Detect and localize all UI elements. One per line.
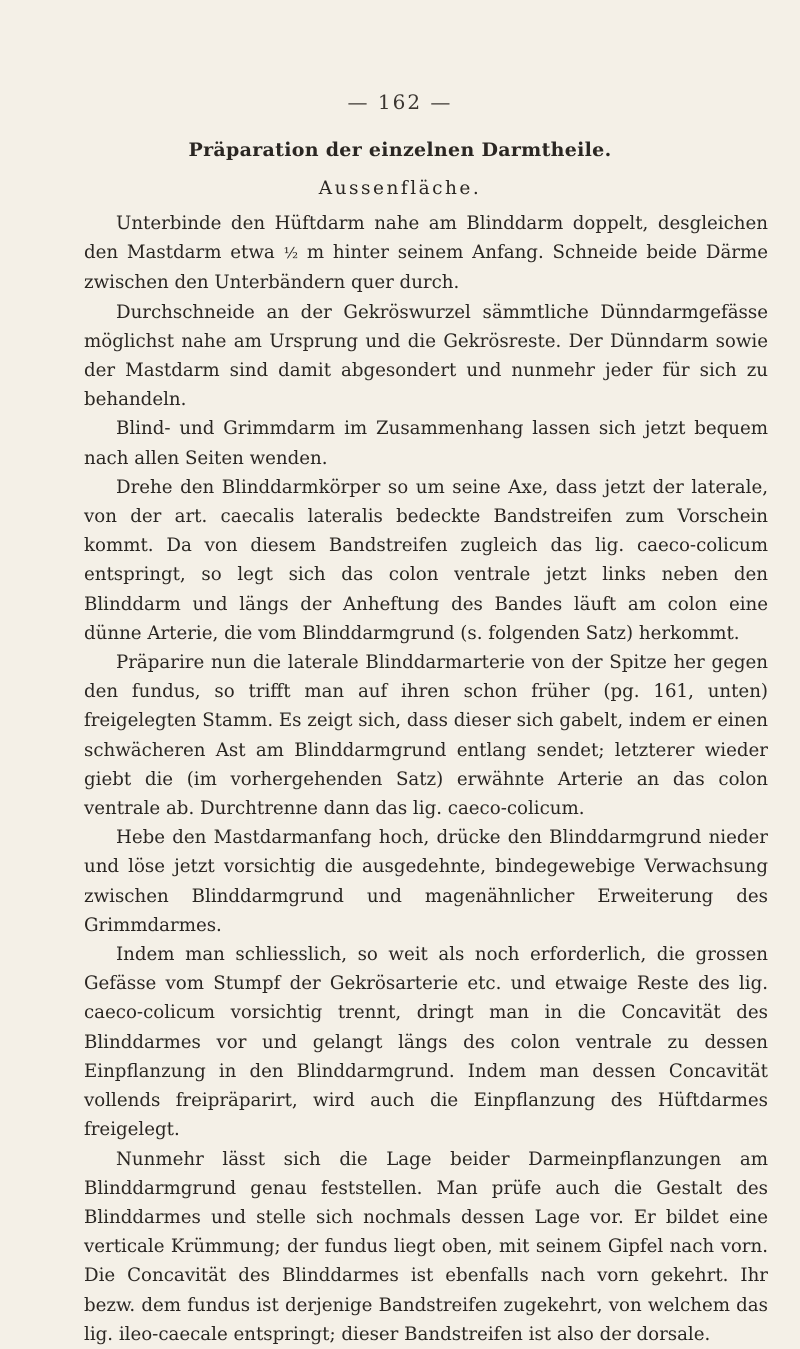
fraction-one-half: ½	[283, 244, 299, 263]
paragraph-3: Blind- und Grimmdarm im Zusammenhang lassen sich jetzt bequem nach allen Seiten wenden.	[84, 418, 768, 469]
paragraph-8: Nunmehr lässt sich die Lage beider Darmeinpflanzungen am Blinddarmgrund genau feststellen. Man prüfe auch die Gestalt des Blinddarmes und stelle sich nochmals dessen Lage vor. Er bildet eine verticale Krümmung; der fundus liegt oben, mit seinem Gipfel nach vorn. Die Concavität des Blinddarmes ist ebenfalls nach vorn gekehrt. Ihr bezw. dem fundus ist derjenige Bandstreifen zugekehrt, von welchem das lig. ileo-caecale entspringt; dieser Bandstreifen ist also der dorsale.	[84, 1148, 768, 1345]
paragraph-6: Hebe den Mastdarmanfang hoch, drücke den Blinddarmgrund nieder und löse jetzt vorsichtig die ausgedehnte, bindegewebige Verwachsung zwischen Blinddarmgrund und magenähnlicher Erweiterung des Grimmdarmes.	[84, 827, 768, 936]
paragraph-1-text-after: m hinter seinem Anfang. Schneide beide Därme zwischen den Unterbändern quer durch.	[84, 242, 768, 294]
paragraph-1	[84, 209, 768, 298]
paragraph-1-text-before: Unterbinde den Hüftdarm nahe am Blinddarm doppelt, desgleichen den Mastdarm etwa	[84, 213, 768, 264]
paragraph-5: Präparire nun die laterale Blinddarmarterie von der Spitze her gegen den fundus, so trifft man auf ihren schon früher (pg. 161, unten) freigelegten Stamm. Es zeigt sich, dass dieser sich gabelt, indem er einen schwächeren Ast am Blinddarmgrund entlang sendet; letzterer wieder giebt die (im vorhergehenden Satz) erwähnte Arterie an das colon ventrale ab. Durchtrenne dann das lig. caeco-colicum.	[84, 652, 768, 820]
paragraph-2: Durchschneide an der Gekröswurzel sämmtliche Dünndarmgefässe möglichst nahe am Ursprung und die Gekrösreste. Der Dünndarm sowie der Mastdarm sind damit abgesondert und nunmehr jeder für sich zu behandeln.	[84, 301, 768, 411]
section-subheading: Aussenfläche.	[318, 178, 482, 199]
section-heading: Präparation der einzelnen Darmtheile.	[188, 139, 612, 161]
paragraph-4: Drehe den Blinddarmkörper so um seine Axe, dass jetzt der laterale, von der art. caecalis lateralis bedeckte Bandstreifen zum Vorschein kommt. Da von diesem Bandstreifen zugleich das lig. caeco-colicum entspringt, so legt sich das colon ventrale jetzt links neben den Blinddarm und längs der Anheftung des Bandes läuft am colon eine dünne Arterie, die vom Blinddarmgrund (s. folgenden Satz) herkommt.	[84, 476, 768, 644]
paragraph-7: Indem man schliesslich, so weit als noch erforderlich, die grossen Gefässe vom Stumpf der Gekrösarterie etc. und etwaige Reste des lig. caeco-colicum vorsichtig trennt, dringt man in die Concavität des Blinddarmes vor und gelangt längs des colon ventrale zu dessen Einpflanzung in den Blinddarmgrund. Indem man dessen Concavität vollends freipräparirt, wird auch die Einpflanzung des Hüftdarmes freigelegt.	[84, 944, 768, 1141]
page-number: — 162 —	[347, 90, 453, 114]
body-text	[84, 209, 768, 1349]
